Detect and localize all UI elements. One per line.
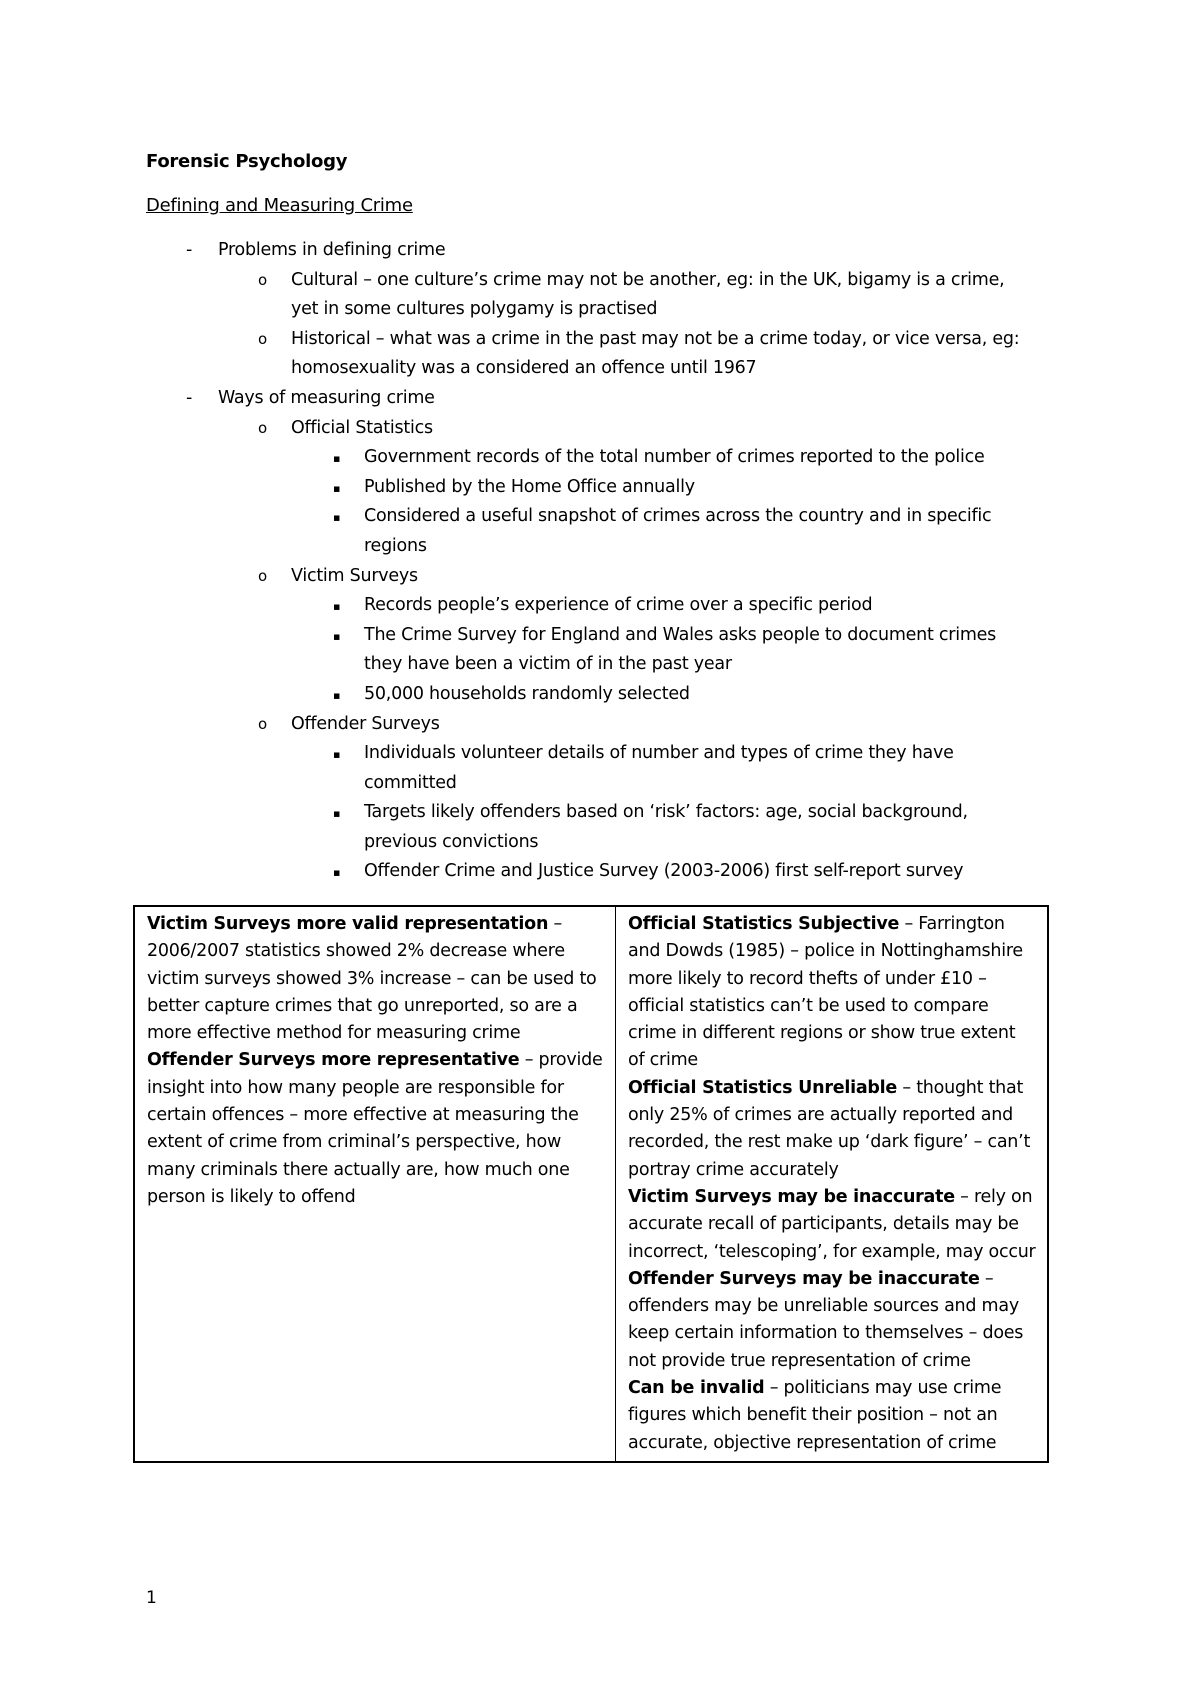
square-bullet: ▪ [333,600,341,614]
evaluation-table [133,905,1049,1463]
point-text: Individuals volunteer details of number and types of crime they have [364,743,954,764]
table-entry [147,911,605,1047]
point-text: previous convictions [364,831,539,852]
outline-point [0,443,1200,473]
outline-point [0,798,1200,828]
bullet-outline [0,236,1200,887]
entry-text: – politicians may use crime figures which benefit their position – not an accurate, objective representation of crime [628,1378,1002,1453]
table-row [134,906,1048,1462]
entry-title: Can be invalid [628,1378,765,1399]
entry-title: Victim Surveys more valid representation [147,914,549,934]
circle-bullet: o [258,566,267,585]
square-bullet: ▪ [333,807,341,821]
square-bullet: ▪ [333,481,341,495]
outline-point-cont [0,828,1200,858]
outline-point [0,739,1200,769]
outline-subitem-cultural-cont [0,295,1200,325]
strengths-cell [134,906,616,1462]
outline-text: Historical – what was a crime in the past may not be a crime today, or vice versa, eg: [291,328,1020,349]
table-entry [628,911,1037,1075]
entry-title: Victim Surveys may be inaccurate [628,1186,955,1207]
point-text: committed [364,772,457,793]
point-text: Published by the Home Office annually [364,476,695,497]
dash-bullet: - [186,387,193,408]
point-text: 50,000 households randomly selected [364,683,690,704]
entry-title: Official Statistics Subjective [628,914,900,934]
outline-point [0,857,1200,887]
point-text: Targets likely offenders based on ‘risk’ factors: age, social background, [364,802,968,823]
outline-text: homosexuality was a considered an offence until 1967 [291,358,757,379]
entry-title: Offender Surveys more representative [147,1050,520,1071]
circle-bullet: o [258,329,267,348]
entry-text: – 2006/2007 statistics showed 2% decrease where victim surveys showed 3% increase – can be used to better capture crimes that go unreported, so are a more effective method for measuring crime [147,914,597,1044]
outline-point [0,591,1200,621]
outline-point [0,502,1200,532]
document-title: Forensic Psychology [146,151,348,172]
entry-title: Offender Surveys may be inaccurate [628,1268,980,1289]
entry-text: – thought that only 25% of crimes are actually reported and recorded, the rest make up ‘dark figure’ – can’t portray crime accurately [628,1077,1031,1180]
point-text: Records people’s experience of crime over a specific period [364,595,873,616]
square-bullet: ▪ [333,688,341,702]
outline-text: Cultural – one culture’s crime may not be another, eg: in the UK, bigamy is a crime, [291,269,1005,290]
point-text: they have been a victim of in the past year [364,654,732,675]
point-text: Considered a useful snapshot of crimes across the country and in specific [364,506,992,527]
outline-subitem-cultural [0,266,1200,296]
outline-label: Ways of measuring crime [218,387,435,408]
table-entry [628,1375,1037,1457]
outline-point-cont [0,769,1200,799]
square-bullet: ▪ [333,511,341,525]
square-bullet: ▪ [333,866,341,880]
point-text: Offender Crime and Justice Survey (2003-2006) first self-report survey [364,861,964,882]
table-entry [628,1075,1037,1184]
outline-method-victim-surveys [0,562,1200,592]
outline-point [0,473,1200,503]
outline-text: yet in some cultures polygamy is practised [291,299,658,320]
method-name: Offender Surveys [291,713,440,734]
weaknesses-cell [616,906,1049,1462]
square-bullet: ▪ [333,748,341,762]
square-bullet: ▪ [333,629,341,643]
entry-text: – offenders may be unreliable sources and may keep certain information to themselves – does not provide true representation of crime [628,1268,1024,1371]
table-entry [628,1266,1037,1375]
outline-item-problems [0,236,1200,266]
entry-title: Official Statistics Unreliable [628,1077,898,1098]
table-entry [147,1047,605,1211]
section-heading: Defining and Measuring Crime [146,195,413,216]
circle-bullet: o [258,418,267,437]
entry-text: – rely on accurate recall of participants, details may be incorrect, ‘telescoping’, for example, may occur [628,1186,1036,1262]
circle-bullet: o [258,270,267,289]
outline-subitem-historical-cont [0,354,1200,384]
point-text: regions [364,535,427,556]
method-name: Victim Surveys [291,565,418,586]
outline-subitem-historical [0,325,1200,355]
outline-method-official-statistics [0,414,1200,444]
outline-method-offender-surveys [0,710,1200,740]
point-text: Government records of the total number of crimes reported to the police [364,447,985,468]
method-name: Official Statistics [291,417,433,438]
point-text: The Crime Survey for England and Wales asks people to document crimes [364,624,997,645]
outline-point-cont [0,532,1200,562]
entry-text: – provide insight into how many people are responsible for certain offences – more effective at measuring the extent of crime from criminal’s perspective, how many criminals there actually are, how much one person is likely to offend [147,1050,603,1207]
outline-item-ways [0,384,1200,414]
table-entry [628,1184,1037,1266]
outline-point [0,621,1200,651]
dash-bullet: - [186,240,193,260]
outline-point [0,680,1200,710]
square-bullet: ▪ [333,452,341,466]
outline-label: Problems in defining crime [218,240,446,260]
circle-bullet: o [258,714,267,733]
outline-point-cont [0,650,1200,680]
page-number: 1 [146,1588,157,1608]
entry-text: – Farrington and Dowds (1985) – police in Nottinghamshire more likely to record thefts of under £10 – official statistics can’t be used to compare crime in different regions or show true extent of crime [628,914,1023,1071]
